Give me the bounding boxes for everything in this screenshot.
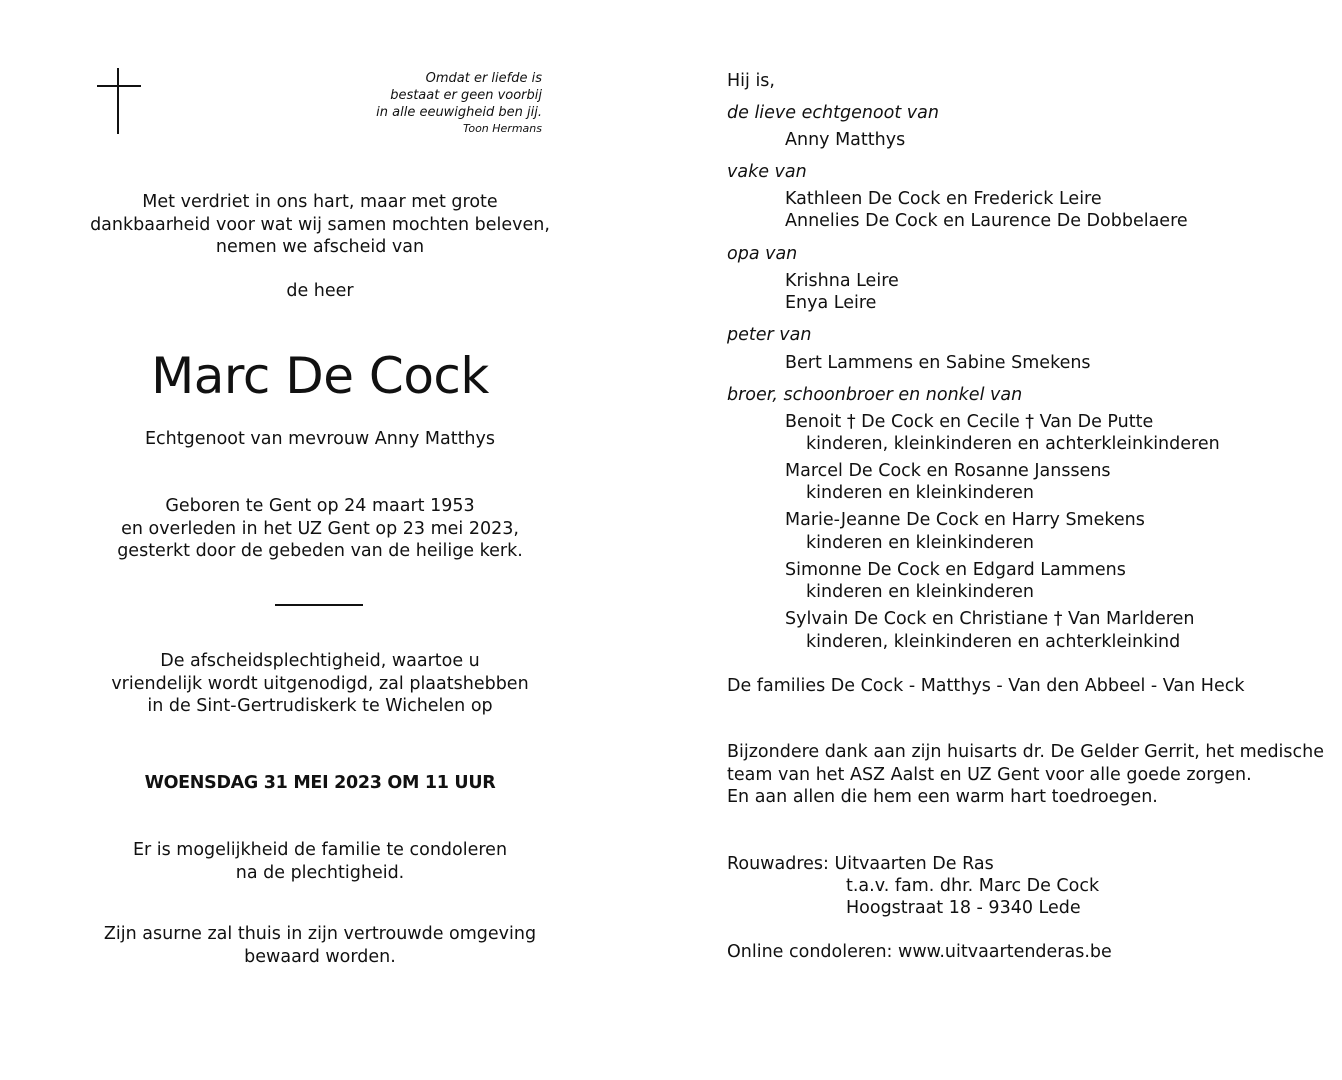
child: Annelies De Cock en Laurence De Dobbelaere bbox=[785, 211, 1188, 231]
left-page bbox=[0, 0, 640, 1080]
spouse-name: Anny Matthys bbox=[785, 130, 906, 150]
spouse-label: de lieve echtgenoot van bbox=[727, 103, 939, 123]
grandchild: Krishna Leire bbox=[785, 271, 899, 291]
godfather-label: peter van bbox=[727, 325, 812, 345]
ceremony-line: De afscheidsplechtigheid, waartoe u bbox=[160, 651, 480, 671]
quote-author: Toon Hermans bbox=[462, 122, 542, 135]
urn-text bbox=[0, 923, 640, 968]
online-condolence: Online condoleren: www.uitvaartenderas.be bbox=[727, 942, 1112, 962]
father-label: vake van bbox=[727, 162, 807, 182]
life-text bbox=[0, 495, 640, 563]
condolence-text bbox=[0, 839, 640, 884]
urn-line: Zijn asurne zal thuis in zijn vertrouwde omgeving bbox=[103, 924, 537, 944]
thanks-line: Bijzondere dank aan zijn huisarts dr. De Gelder Gerrit, het medische bbox=[727, 742, 1325, 762]
ceremony-line: vriendelijk wordt uitgenodigd, zal plaatshebben bbox=[111, 673, 529, 694]
condolence-line: Er is mogelijkheid de familie te condoleren bbox=[132, 840, 508, 860]
life-line: gesterkt door de gebeden van de heilige kerk. bbox=[117, 541, 523, 561]
spouse-line: Echtgenoot van mevrouw Anny Matthys bbox=[144, 429, 495, 449]
deceased-name: Marc De Cock bbox=[151, 347, 489, 405]
address-line: Hoogstraat 18 - 9340 Lede bbox=[846, 898, 1081, 918]
intro-line: Met verdriet in ons hart, maar met grote bbox=[142, 192, 498, 212]
ceremony-line: in de Sint-Gertrudiskerk te Wichelen op bbox=[147, 696, 493, 716]
child: Kathleen De Cock en Frederick Leire bbox=[785, 189, 1102, 209]
address-label: Rouwadres: Uitvaarten De Ras bbox=[727, 854, 994, 874]
sibling-couple: Benoit † De Cock en Cecile † Van De Putte bbox=[785, 412, 1154, 432]
sibling-descendants: kinderen, kleinkinderen en achterkleinkinderen bbox=[806, 434, 1220, 454]
separator-line bbox=[275, 604, 363, 606]
grandpa-label: opa van bbox=[727, 244, 798, 264]
sibling-couple: Marie-Jeanne De Cock en Harry Smekens bbox=[785, 510, 1145, 530]
families: De families De Cock - Matthys - Van den Abbeel - Van Heck bbox=[727, 676, 1245, 696]
salutation: de heer bbox=[286, 281, 354, 301]
life-line: en overleden in het UZ Gent op 23 mei 2023, bbox=[121, 518, 519, 539]
sibling-descendants: kinderen en kleinkinderen bbox=[806, 533, 1034, 553]
sibling-couple: Simonne De Cock en Edgard Lammens bbox=[785, 560, 1126, 580]
sibling-descendants: kinderen en kleinkinderen bbox=[806, 483, 1034, 503]
right-page bbox=[727, 0, 1327, 1080]
intro-line: nemen we afscheid van bbox=[215, 237, 425, 257]
grandchild: Enya Leire bbox=[785, 293, 877, 313]
ceremony-date: WOENSDAG 31 MEI 2023 OM 11 UUR bbox=[144, 773, 496, 793]
sibling-descendants: kinderen, kleinkinderen en achterkleinkind bbox=[806, 632, 1181, 652]
thanks-line: team van het ASZ Aalst en UZ Gent voor alle goede zorgen. bbox=[727, 765, 1252, 785]
quote bbox=[376, 70, 542, 136]
condolence-line: na de plechtigheid. bbox=[235, 862, 405, 883]
intro-line: dankbaarheid voor wat wij samen mochten beleven, bbox=[90, 214, 550, 235]
sibling-couple: Marcel De Cock en Rosanne Janssens bbox=[785, 461, 1111, 481]
life-line: Geboren te Gent op 24 maart 1953 bbox=[165, 496, 475, 516]
quote-line: in alle eeuwigheid ben jij. bbox=[376, 105, 542, 120]
cross-icon bbox=[97, 68, 141, 134]
siblings-label: broer, schoonbroer en nonkel van bbox=[727, 385, 1023, 405]
intro-text bbox=[0, 191, 640, 259]
sibling-descendants: kinderen en kleinkinderen bbox=[806, 582, 1034, 602]
address-line: t.a.v. fam. dhr. Marc De Cock bbox=[846, 876, 1100, 896]
sibling-couple: Sylvain De Cock en Christiane † Van Marlderen bbox=[785, 609, 1195, 629]
opening: Hij is, bbox=[727, 71, 775, 91]
quote-line: bestaat er geen voorbij bbox=[390, 88, 542, 103]
ceremony-text bbox=[0, 650, 640, 718]
thanks-line: En aan allen die hem een warm hart toedroegen. bbox=[727, 787, 1158, 807]
godchild: Bert Lammens en Sabine Smekens bbox=[785, 353, 1091, 373]
quote-line: Omdat er liefde is bbox=[425, 71, 542, 86]
urn-line: bewaard worden. bbox=[244, 946, 396, 967]
